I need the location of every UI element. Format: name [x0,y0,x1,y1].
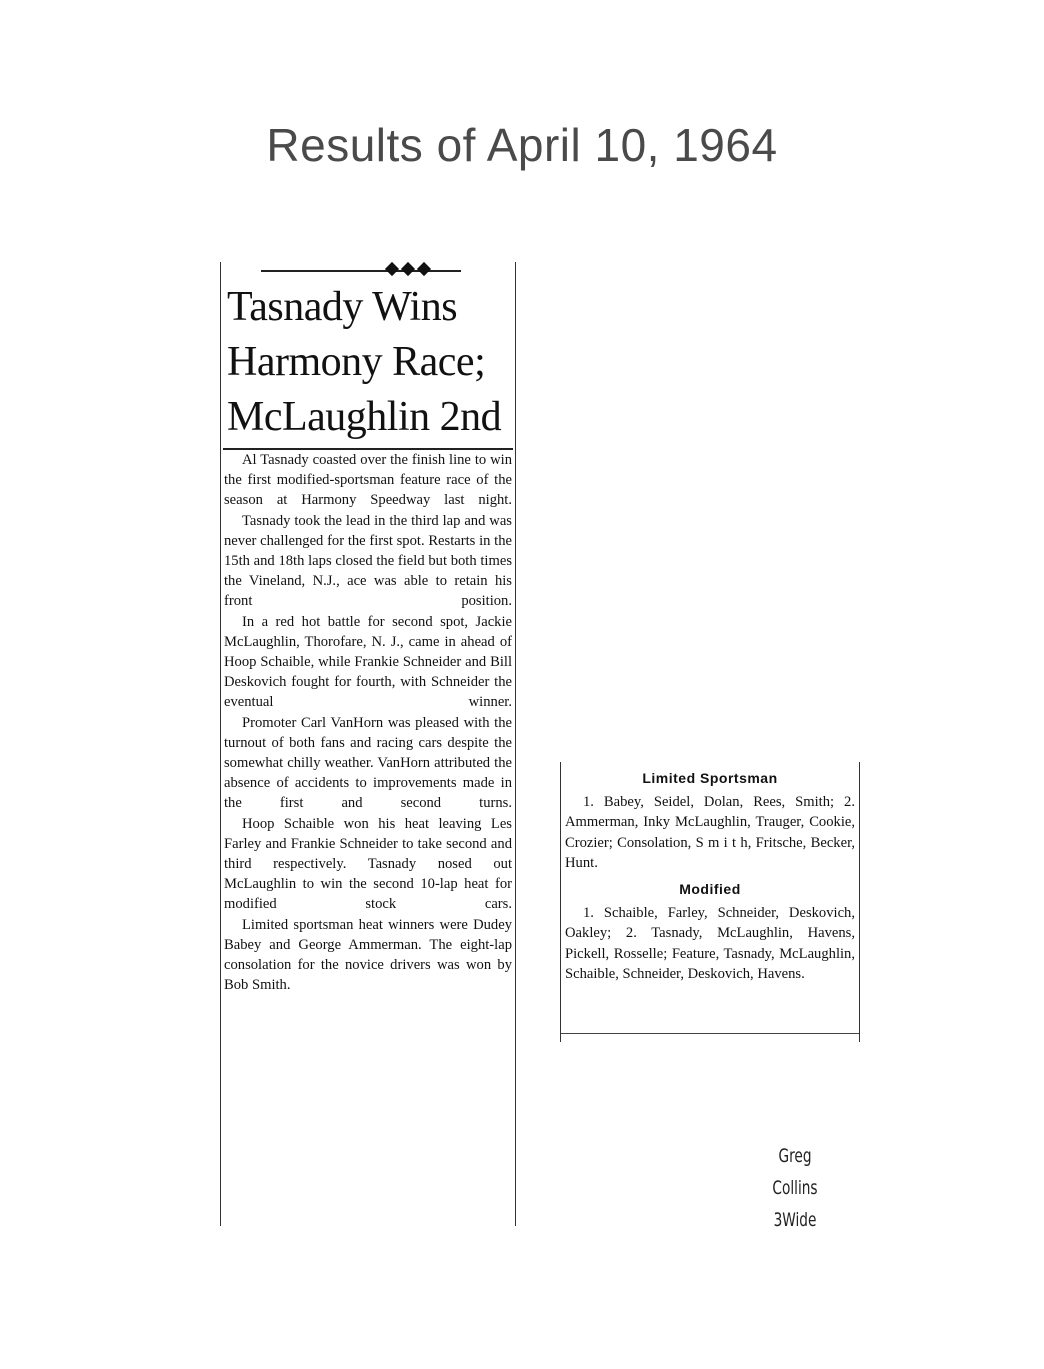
article-paragraph: Tasnady took the lead in the third lap and was never challenged for the first spot. Restarts in the 15th and 18th laps closed the field but both times the Vineland, N.J., ace was able to retain his front position. [224,512,512,610]
newspaper-clipping [220,262,516,1226]
article-headline [227,280,513,445]
ornament-rule [261,270,461,272]
headline-line: Tasnady Wins [227,284,458,330]
box-bottom-rule [561,1033,859,1034]
page-title: Results of April 10, 1964 [266,119,778,171]
headline-line: Harmony Race; [227,339,486,385]
ornament-diamond-icon [401,262,415,276]
limited-sportsman-heading: Limited Sportsman [642,770,778,786]
article-paragraph: Promoter Carl VanHorn was pleased with the turnout of both fans and racing cars despite the somewhat chilly weather. VanHorn attributed the absence of accidents to improvements made in the first and second turns. [224,714,512,812]
signature [755,1140,834,1236]
article-paragraph: Al Tasnady coasted over the finish line to win the first modified-sportsman feature race of the season at Harmony Speedway last night. [224,452,512,509]
headline-line: McLaughlin 2nd [227,394,502,440]
signature-handle: 3Wide [773,1209,817,1231]
article-paragraph: In a red hot battle for second spot, Jackie McLaughlin, Thorofare, N. J., came in ahead of Hoop Schaible, while Frankie Schneider and Bill Deskovich fought for fourth, with Schneider the eventual winner. [224,613,512,711]
article-body [224,450,512,995]
results-box [560,762,860,1042]
ornament-diamond-icon [417,262,431,276]
signature-name: Greg Collins [772,1145,818,1199]
article-paragraph: Hoop Schaible won his heat leaving Les Farley and Frankie Schneider to take second and third respectively. Tasnady nosed out McLaughlin to win the second 10-lap heat for modified stock cars. [224,815,512,913]
ornament-diamond-icon [385,262,399,276]
modified-results: 1. Schaible, Farley, Schneider, Deskovich, Oakley; 2. Tasnady, McLaughlin, Havens, Pickell, Rosselle; Feature, Tasnady, McLaughlin, Schaible, Schneider, Deskovich, Havens. [565,905,855,982]
limited-sportsman-results: 1. Babey, Seidel, Dolan, Rees, Smith; 2. Ammerman, Inky McLaughlin, Trauger, Cookie, Crozier; Consolation, S m i t h, Fritsche, Becker, Hunt. [565,794,855,871]
modified-heading: Modified [679,881,741,898]
article-paragraph: Limited sportsman heat winners were Dudey Babey and George Ammerman. The eight-lap consolation for the novice drivers was won by Bob Smith. [224,916,512,994]
